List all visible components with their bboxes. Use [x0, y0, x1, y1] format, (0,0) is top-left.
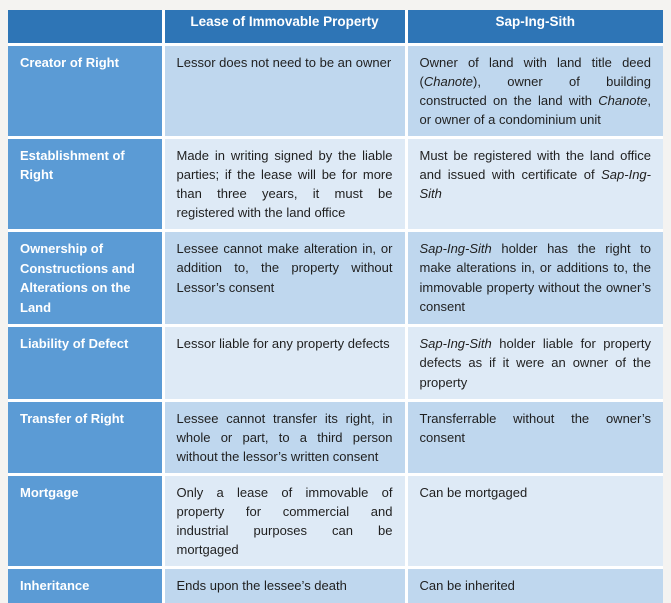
table-row-transfer-of-right	[8, 400, 663, 474]
table-row-ownership-constructions-alterations	[8, 231, 663, 326]
cell-creator-of-right-lease: Lessor does not need to be an owner	[163, 44, 406, 137]
cell-mortgage-sap: Can be mortgaged	[406, 475, 663, 568]
row-header-inheritance: Inheritance	[8, 568, 163, 603]
lease-vs-sap-ing-sith-table	[8, 10, 663, 603]
cell-transfer-lease: Lessee cannot transfer its right, in whole or part, to a third person without the lessor’s written consent	[163, 400, 406, 474]
table-row-creator-of-right	[8, 44, 663, 137]
cell-liability-lease: Lessor liable for any property defects	[163, 326, 406, 400]
table-row-mortgage	[8, 475, 663, 568]
row-header-transfer-of-right: Transfer of Right	[8, 400, 163, 474]
cell-inheritance-sap: Can be inherited	[406, 568, 663, 603]
row-header-mortgage: Mortgage	[8, 475, 163, 568]
cell-ownership-sap: Sap-Ing-Sith holder has the right to make alterations in, or additions to, the immovable property without the owner’s consent	[406, 231, 663, 326]
cell-establishment-of-right-lease: Made in writing signed by the liable parties; if the lease will be for more than three years, it must be registered with the land office	[163, 137, 406, 230]
column-header-sap-ing-sith: Sap-Ing-Sith	[406, 10, 663, 44]
table-row-establishment-of-right	[8, 137, 663, 230]
cell-creator-of-right-sap: Owner of land with land title deed (Chanote), owner of building constructed on the land with Chanote, or owner of a condominium unit	[406, 44, 663, 137]
cell-ownership-lease: Lessee cannot make alteration in, or addition to, the property without Lessor’s consent	[163, 231, 406, 326]
cell-liability-sap: Sap-Ing-Sith holder liable for property defects as if it were an owner of the property	[406, 326, 663, 400]
table-row-inheritance	[8, 568, 663, 603]
corner-cell	[8, 10, 163, 44]
column-header-lease: Lease of Immovable Property	[163, 10, 406, 44]
row-header-liability-of-defect: Liability of Defect	[8, 326, 163, 400]
cell-transfer-sap: Transferrable without the owner’s consent	[406, 400, 663, 474]
cell-establishment-of-right-sap: Must be registered with the land office and issued with certificate of Sap-Ing-Sith	[406, 137, 663, 230]
cell-inheritance-lease: Ends upon the lessee’s death	[163, 568, 406, 603]
row-header-ownership-constructions-alterations: Ownership of Constructions and Alterations on the Land	[8, 231, 163, 326]
comparison-table-container	[8, 10, 663, 603]
header-row	[8, 10, 663, 44]
table-row-liability-of-defect	[8, 326, 663, 400]
cell-mortgage-lease: Only a lease of immovable of property for commercial and industrial purposes can be mortgaged	[163, 475, 406, 568]
row-header-creator-of-right: Creator of Right	[8, 44, 163, 137]
row-header-establishment-of-right: Establishment of Right	[8, 137, 163, 230]
